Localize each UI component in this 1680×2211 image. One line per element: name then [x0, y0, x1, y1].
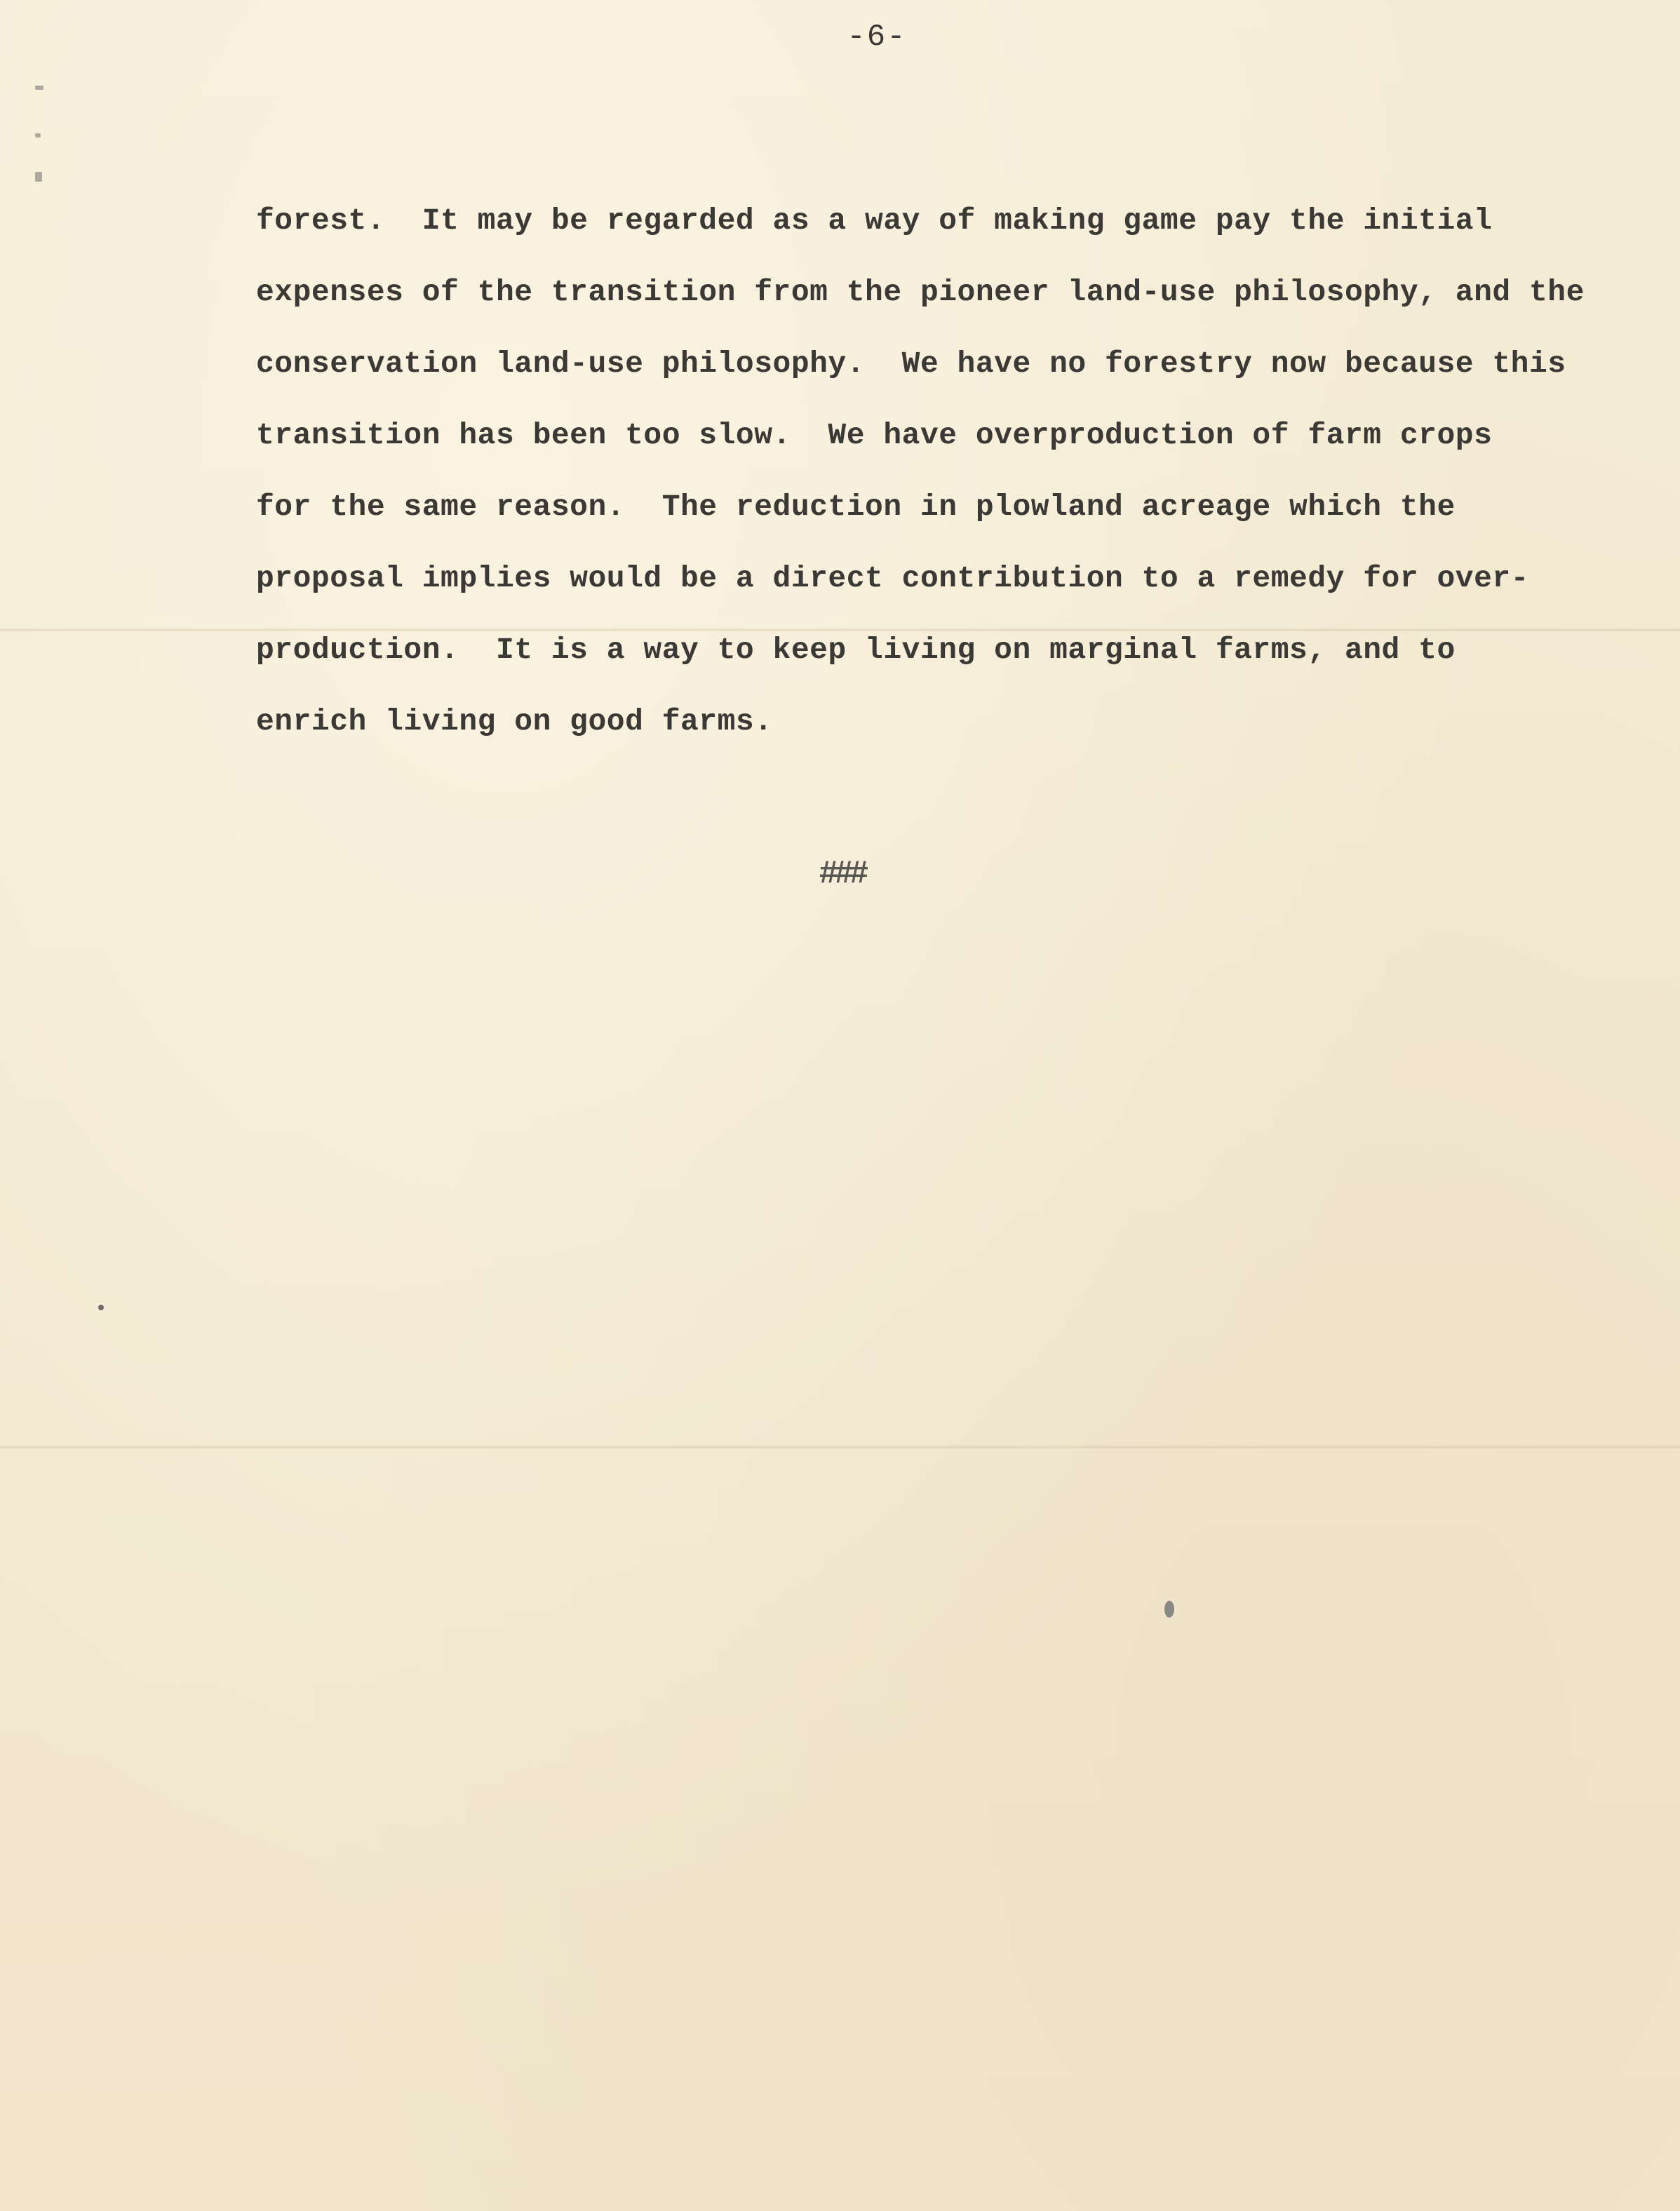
edge-mark	[35, 133, 41, 137]
edge-mark	[35, 86, 43, 90]
text-line: expenses of the transition from the pioneer land-use philosophy, and the	[256, 275, 1585, 309]
paper-speck	[1164, 1601, 1174, 1618]
text-line: production. It is a way to keep living on marginal farms, and to	[256, 633, 1456, 667]
body-paragraph	[256, 196, 1589, 769]
paper-speck	[98, 1305, 104, 1310]
text-line: proposal implies would be a direct contribution to a remedy for over-	[256, 561, 1529, 596]
edge-mark	[35, 172, 42, 182]
paper-fold-lower	[0, 1445, 1680, 1449]
end-mark: ###	[819, 856, 865, 892]
text-line: enrich living on good farms.	[256, 704, 773, 739]
text-line: conservation land-use philosophy. We have no forestry now because this	[256, 347, 1566, 381]
text-line: forest. It may be regarded as a way of making game pay the initial	[256, 203, 1493, 238]
text-line: transition has been too slow. We have overproduction of farm crops	[256, 418, 1493, 452]
page-number: -6-	[847, 20, 907, 55]
text-line: for the same reason. The reduction in plowland acreage which the	[256, 490, 1456, 524]
